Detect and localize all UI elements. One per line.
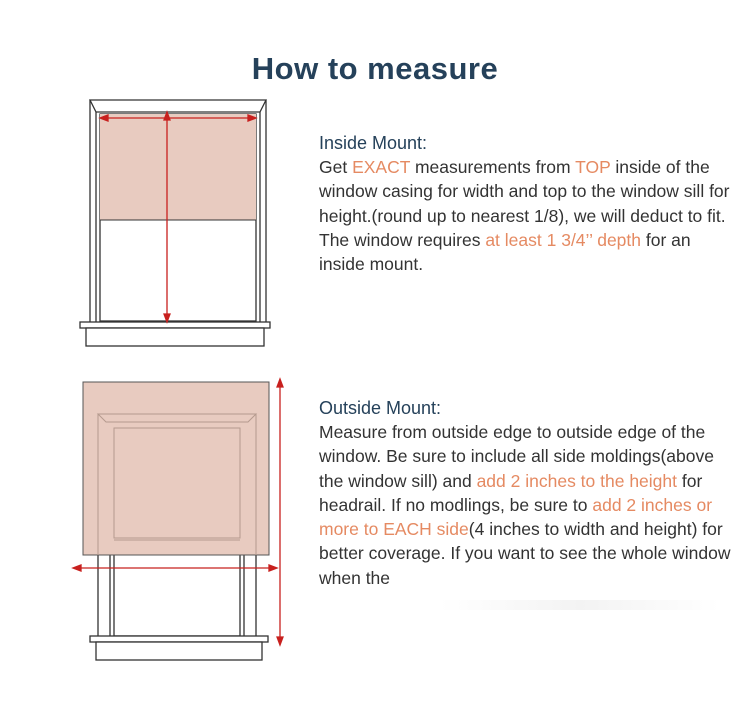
inside-mount-diagram xyxy=(78,96,278,351)
text-run: Measure from outside edge to outside edge of the window. Be sure to include all side moldings(above the window sill) and xyxy=(319,422,714,491)
outside-mount-diagram xyxy=(70,372,290,672)
inside-mount-text xyxy=(319,155,739,276)
outside-shade xyxy=(83,382,269,555)
text-run: for headrail. If no modlings, be sure to xyxy=(319,470,703,515)
highlight-exact: EXACT xyxy=(352,157,411,177)
inside-mount-section xyxy=(319,131,739,276)
outside-width-arrow xyxy=(73,565,277,571)
highlight-each-side: add 2 inches or more to EACH side xyxy=(319,494,713,540)
text-run: Get xyxy=(319,157,353,177)
page-title: How to measure xyxy=(251,50,499,86)
outside-height-arrow xyxy=(277,379,283,645)
inside-mount-heading: Inside Mount: xyxy=(319,133,428,153)
highlight-add-height: add 2 inches to the height xyxy=(476,470,678,491)
text-run: (4 inches to width and height) for better coverage. If you want to see the whole window when the xyxy=(319,519,731,588)
text-run: inside of the window casing for width and top to the window sill for height.(round up to nearest 1/8), we will deduct to fit. The window requires xyxy=(319,157,730,250)
highlight-top: TOP xyxy=(575,157,611,177)
faded-text-remnant xyxy=(440,600,720,610)
text-run: measurements from xyxy=(410,157,576,177)
outside-mount-section xyxy=(319,396,739,590)
inside-shade xyxy=(100,114,256,220)
highlight-depth: at least 1 3/4’’ depth xyxy=(485,229,641,250)
outside-mount-text xyxy=(319,420,739,590)
outside-mount-heading: Outside Mount: xyxy=(319,398,442,418)
text-run: for an inside mount. xyxy=(319,229,691,275)
